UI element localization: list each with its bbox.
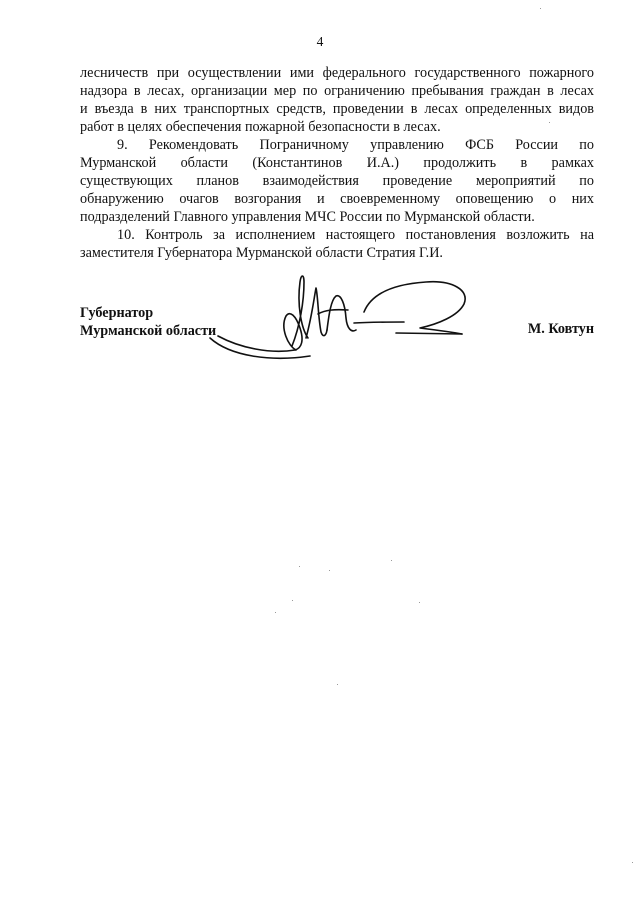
scan-speck — [549, 122, 550, 123]
paragraph-8-line-1: лесничеств при осуществлении ими федерального государственного пожарного — [80, 65, 594, 81]
scan-speck — [337, 684, 338, 685]
paragraph-9-line-4: обнаружению очагов возгорания и своевременному оповещению о них — [80, 191, 594, 207]
paragraph-10-line-1: 10. Контроль за исполнением настоящего постановления возложить на — [117, 227, 594, 243]
paragraph-9-line-1: 9. Рекомендовать Пограничному управлению ФСБ России по — [117, 137, 594, 153]
signer-title-line-1: Губернатор — [80, 305, 154, 321]
paragraph-9-line-3: существующих планов взаимодействия проведение мероприятий по — [80, 173, 594, 189]
paragraph-9-line-2: Мурманской области (Константинов И.А.) продолжить в рамках — [80, 155, 594, 171]
scan-speck — [275, 612, 276, 613]
paragraph-8-line-3: и въезда в них транспортных средств, проведении в лесах определенных видов — [80, 101, 594, 117]
paragraph-8-line-2: надзора в лесах, организации мер по ограничению пребывания граждан в лесах — [80, 83, 594, 99]
paragraph-10-line-2: заместителя Губернатора Мурманской области Стратия Г.И. — [80, 245, 443, 261]
scan-speck — [540, 8, 541, 9]
scan-speck — [632, 862, 633, 863]
scan-speck — [329, 570, 330, 571]
scan-speck — [299, 566, 300, 567]
signer-title-line-2: Мурманской области — [80, 323, 217, 339]
handwritten-signature — [200, 266, 480, 376]
scan-speck — [391, 560, 392, 561]
paragraph-8-line-4: работ в целях обеспечения пожарной безопасности в лесах. — [80, 119, 441, 135]
page-number: 4 — [316, 34, 324, 49]
scan-speck — [292, 600, 293, 601]
scan-speck — [419, 602, 420, 603]
signer-name: М. Ковтун — [527, 321, 594, 337]
paragraph-9-line-5: подразделений Главного управления МЧС России по Мурманской области. — [80, 209, 535, 225]
